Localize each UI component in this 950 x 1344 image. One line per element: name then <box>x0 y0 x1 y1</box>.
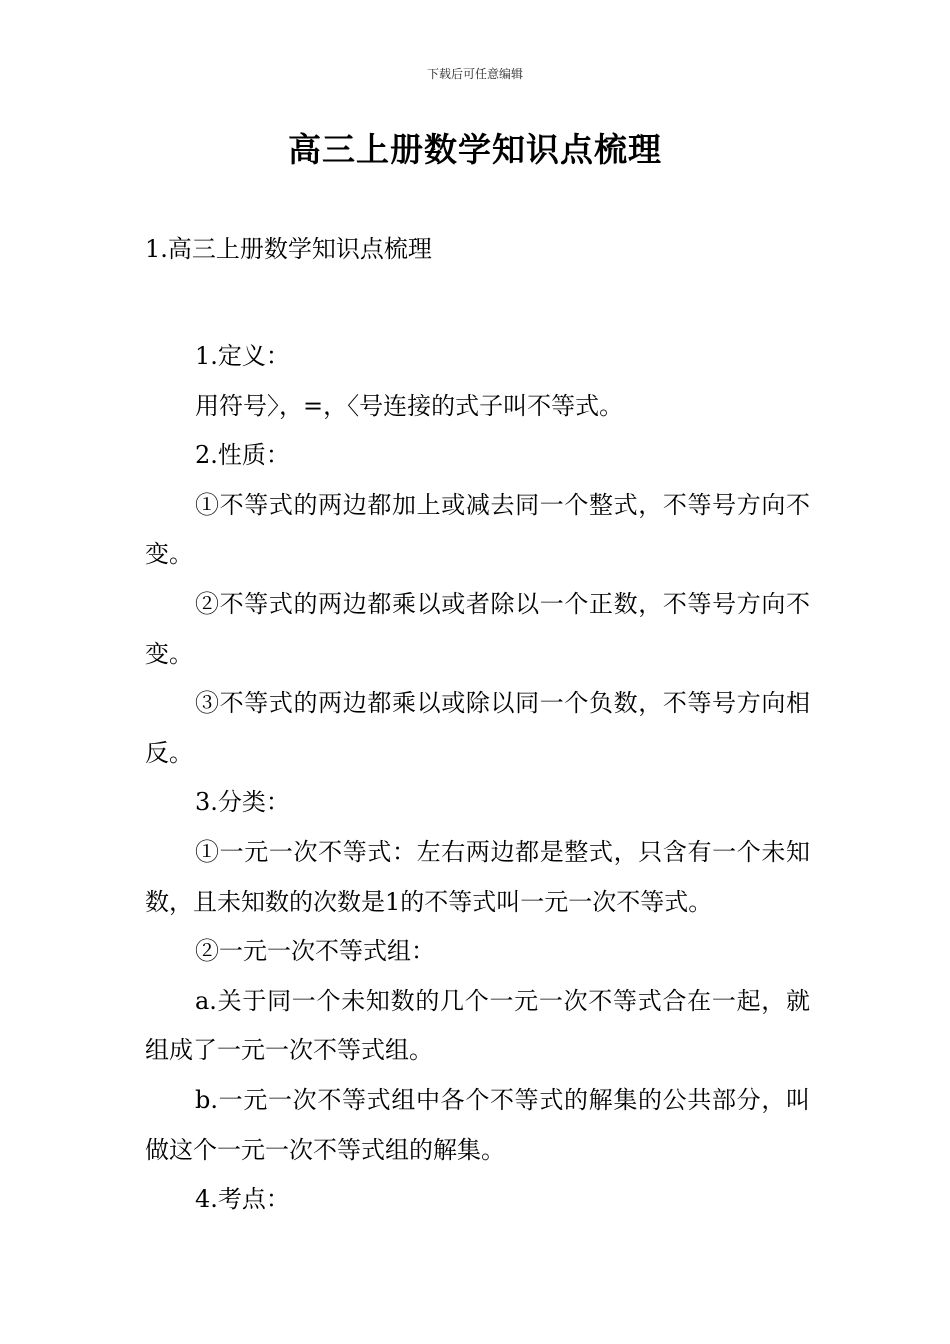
paragraph-key-points-heading: 4.考点： <box>195 1185 290 1214</box>
section-heading: 1.高三上册数学知识点梳理 <box>145 235 432 263</box>
paragraph-classification-heading: 3.分类： <box>195 788 290 817</box>
paragraph-properties-heading: 2.性质： <box>195 441 290 470</box>
paragraph-property-1: ①不等式的两边都加上或减去同一个整式，不等号方向不变。 <box>145 490 810 569</box>
header-note: 下载后可任意编辑 <box>426 67 523 81</box>
paragraph-classification-2b: b.一元一次不等式组中各个不等式的解集的公共部分，叫做这个一元一次不等式组的解集。 <box>145 1085 810 1164</box>
paragraph-property-3: ③不等式的两边都乘以或除以同一个负数，不等号方向相反。 <box>145 689 810 767</box>
document-body <box>145 332 810 1225</box>
paragraph-classification-2: ②一元一次不等式组： <box>195 937 435 966</box>
paragraph-classification-1: ①一元一次不等式：左右两边都是整式，只含有一个未知数，且未知数的次数是1的不等式叫一元一次不等式。 <box>145 837 810 916</box>
paragraph-classification-2a: a.关于同一个未知数的几个一元一次不等式合在一起，就组成了一元一次不等式组。 <box>145 986 810 1065</box>
document-title: 高三上册数学知识点梳理 <box>288 130 662 169</box>
paragraph-definition-text: 用符号〉，=，〈号连接的式子叫不等式。 <box>195 391 624 420</box>
paragraph-definition-heading: 1.定义： <box>195 342 290 370</box>
paragraph-property-2: ②不等式的两边都乘以或者除以一个正数，不等号方向不变。 <box>145 589 810 668</box>
